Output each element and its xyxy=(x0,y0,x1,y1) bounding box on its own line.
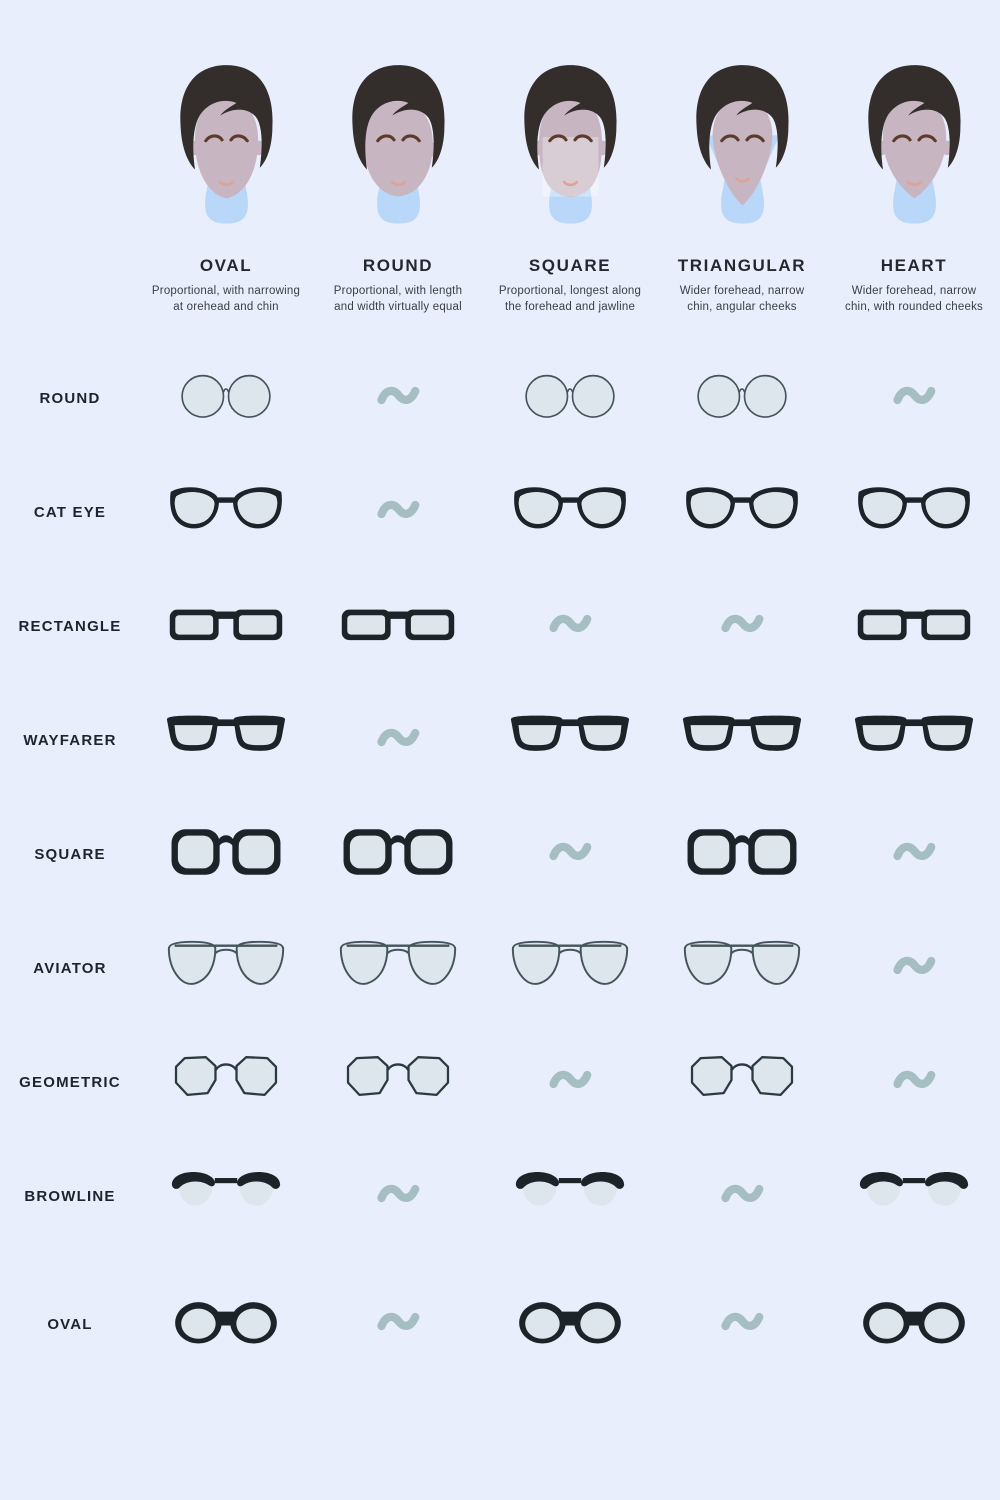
cell-oval-round xyxy=(312,1267,484,1381)
cell-round-square xyxy=(484,341,656,455)
row-label-oval: OVAL xyxy=(47,1315,93,1333)
row-label-round: ROUND xyxy=(39,389,101,407)
face-desc-oval: Proportional, with narrowing at orehead and chin xyxy=(151,285,301,314)
cell-square-oval xyxy=(140,797,312,911)
cat-eye-glasses-icon xyxy=(855,481,973,544)
face-title-square: SQUARE xyxy=(528,256,612,275)
matrix-row-cat-eye xyxy=(0,455,1000,569)
matrix-row-geometric xyxy=(0,1025,1000,1139)
browline-glasses-icon xyxy=(855,1166,973,1226)
cell-aviator-round xyxy=(312,911,484,1025)
row-label-cat-eye: CAT EYE xyxy=(33,503,107,521)
cell-rectangle-heart xyxy=(828,569,1000,683)
rectangle-glasses-icon xyxy=(338,594,458,658)
cell-aviator-oval xyxy=(140,911,312,1025)
cell-aviator-triangular xyxy=(656,911,828,1025)
oval-glasses-icon xyxy=(858,1293,970,1356)
cat-eye-glasses-icon xyxy=(683,481,801,544)
aviator-glasses-icon xyxy=(678,935,806,1002)
wayfarer-glasses-icon xyxy=(852,707,976,773)
cell-cat-eye-oval xyxy=(140,455,312,569)
matrix-row-aviator xyxy=(0,911,1000,1025)
cell-square-heart xyxy=(828,797,1000,911)
cell-square-round xyxy=(312,797,484,911)
cell-cat-eye-heart xyxy=(828,455,1000,569)
matrix-row-square xyxy=(0,797,1000,911)
cell-browline-triangular xyxy=(656,1139,828,1253)
cell-cat-eye-round xyxy=(312,455,484,569)
face-desc-triangular: Wider forehead, narrow chin, angular cheeks xyxy=(679,285,805,314)
square-glasses-icon xyxy=(339,820,457,889)
cell-round-triangular xyxy=(656,341,828,455)
aviator-glasses-icon xyxy=(334,935,462,1002)
face-illustration-round xyxy=(331,52,466,252)
oval-glasses-icon xyxy=(514,1293,626,1356)
cell-browline-oval xyxy=(140,1139,312,1253)
face-illustration-heart xyxy=(847,52,982,252)
matrix-row-rectangle xyxy=(0,569,1000,683)
matrix-row-round xyxy=(0,341,1000,455)
tilde-icon xyxy=(374,493,422,531)
geometric-glasses-icon xyxy=(169,1051,283,1114)
face-shape-header xyxy=(0,0,1000,315)
round-glasses-icon xyxy=(688,369,796,427)
cell-browline-heart xyxy=(828,1139,1000,1253)
face-illustration-oval xyxy=(159,52,294,252)
cell-cat-eye-triangular xyxy=(656,455,828,569)
matrix-row-browline xyxy=(0,1139,1000,1253)
cell-rectangle-triangular xyxy=(656,569,828,683)
matrix-row-oval xyxy=(0,1267,1000,1381)
cell-oval-triangular xyxy=(656,1267,828,1381)
round-glasses-icon xyxy=(516,369,624,427)
matrix-row-wayfarer xyxy=(0,683,1000,797)
cell-oval-heart xyxy=(828,1267,1000,1381)
browline-glasses-icon xyxy=(167,1166,285,1226)
row-label-browline: BROWLINE xyxy=(24,1187,116,1205)
tilde-icon xyxy=(546,835,594,873)
cell-round-round xyxy=(312,341,484,455)
tilde-icon xyxy=(374,379,422,417)
tilde-icon xyxy=(890,949,938,987)
face-desc-square: Proportional, longest along the forehead and jawline xyxy=(498,285,642,314)
wayfarer-glasses-icon xyxy=(164,707,288,773)
face-title-heart: HEART xyxy=(880,256,948,275)
face-column-oval xyxy=(140,52,312,315)
rectangle-glasses-icon xyxy=(854,594,974,658)
cell-geometric-square xyxy=(484,1025,656,1139)
tilde-icon xyxy=(718,1177,766,1215)
cell-aviator-square xyxy=(484,911,656,1025)
row-label-square: SQUARE xyxy=(34,845,106,863)
cell-geometric-triangular xyxy=(656,1025,828,1139)
geometric-glasses-icon xyxy=(685,1051,799,1114)
cell-geometric-round xyxy=(312,1025,484,1139)
cell-browline-square xyxy=(484,1139,656,1253)
row-label-geometric: GEOMETRIC xyxy=(19,1073,121,1091)
face-title-triangular: TRIANGULAR xyxy=(677,256,807,275)
face-column-heart xyxy=(828,52,1000,315)
face-illustration-triangular xyxy=(675,52,810,252)
rectangle-glasses-icon xyxy=(166,594,286,658)
cell-round-oval xyxy=(140,341,312,455)
cell-browline-round xyxy=(312,1139,484,1253)
wayfarer-glasses-icon xyxy=(680,707,804,773)
tilde-icon xyxy=(374,1177,422,1215)
aviator-glasses-icon xyxy=(506,935,634,1002)
row-label-wayfarer: WAYFARER xyxy=(23,731,117,749)
cell-rectangle-round xyxy=(312,569,484,683)
aviator-glasses-icon xyxy=(162,935,290,1002)
square-glasses-icon xyxy=(167,820,285,889)
cell-cat-eye-square xyxy=(484,455,656,569)
round-glasses-icon xyxy=(172,369,280,427)
face-title-round: ROUND xyxy=(362,256,434,275)
tilde-icon xyxy=(718,607,766,645)
face-column-round xyxy=(312,52,484,315)
cell-wayfarer-triangular xyxy=(656,683,828,797)
cell-geometric-heart xyxy=(828,1025,1000,1139)
tilde-icon xyxy=(718,1305,766,1343)
cell-wayfarer-round xyxy=(312,683,484,797)
cell-geometric-oval xyxy=(140,1025,312,1139)
oval-glasses-icon xyxy=(170,1293,282,1356)
face-title-oval: OVAL xyxy=(199,256,253,275)
cat-eye-glasses-icon xyxy=(167,481,285,544)
tilde-icon xyxy=(546,1063,594,1101)
browline-glasses-icon xyxy=(511,1166,629,1226)
tilde-icon xyxy=(374,1305,422,1343)
square-glasses-icon xyxy=(683,820,801,889)
cat-eye-glasses-icon xyxy=(511,481,629,544)
tilde-icon xyxy=(546,607,594,645)
compatibility-matrix xyxy=(0,341,1000,1381)
cell-oval-square xyxy=(484,1267,656,1381)
face-column-square xyxy=(484,52,656,315)
row-label-aviator: AVIATOR xyxy=(33,959,107,977)
cell-aviator-heart xyxy=(828,911,1000,1025)
cell-wayfarer-square xyxy=(484,683,656,797)
cell-wayfarer-heart xyxy=(828,683,1000,797)
cell-square-square xyxy=(484,797,656,911)
tilde-icon xyxy=(374,721,422,759)
wayfarer-glasses-icon xyxy=(508,707,632,773)
face-desc-round: Proportional, with length and width virtually equal xyxy=(333,285,463,314)
cell-rectangle-oval xyxy=(140,569,312,683)
tilde-icon xyxy=(890,379,938,417)
cell-oval-oval xyxy=(140,1267,312,1381)
cell-square-triangular xyxy=(656,797,828,911)
face-illustration-square xyxy=(503,52,638,252)
cell-wayfarer-oval xyxy=(140,683,312,797)
geometric-glasses-icon xyxy=(341,1051,455,1114)
face-column-triangular xyxy=(656,52,828,315)
face-desc-heart: Wider forehead, narrow chin, with rounded cheeks xyxy=(845,285,983,314)
row-label-rectangle: RECTANGLE xyxy=(18,617,122,635)
tilde-icon xyxy=(890,1063,938,1101)
cell-round-heart xyxy=(828,341,1000,455)
cell-rectangle-square xyxy=(484,569,656,683)
tilde-icon xyxy=(890,835,938,873)
